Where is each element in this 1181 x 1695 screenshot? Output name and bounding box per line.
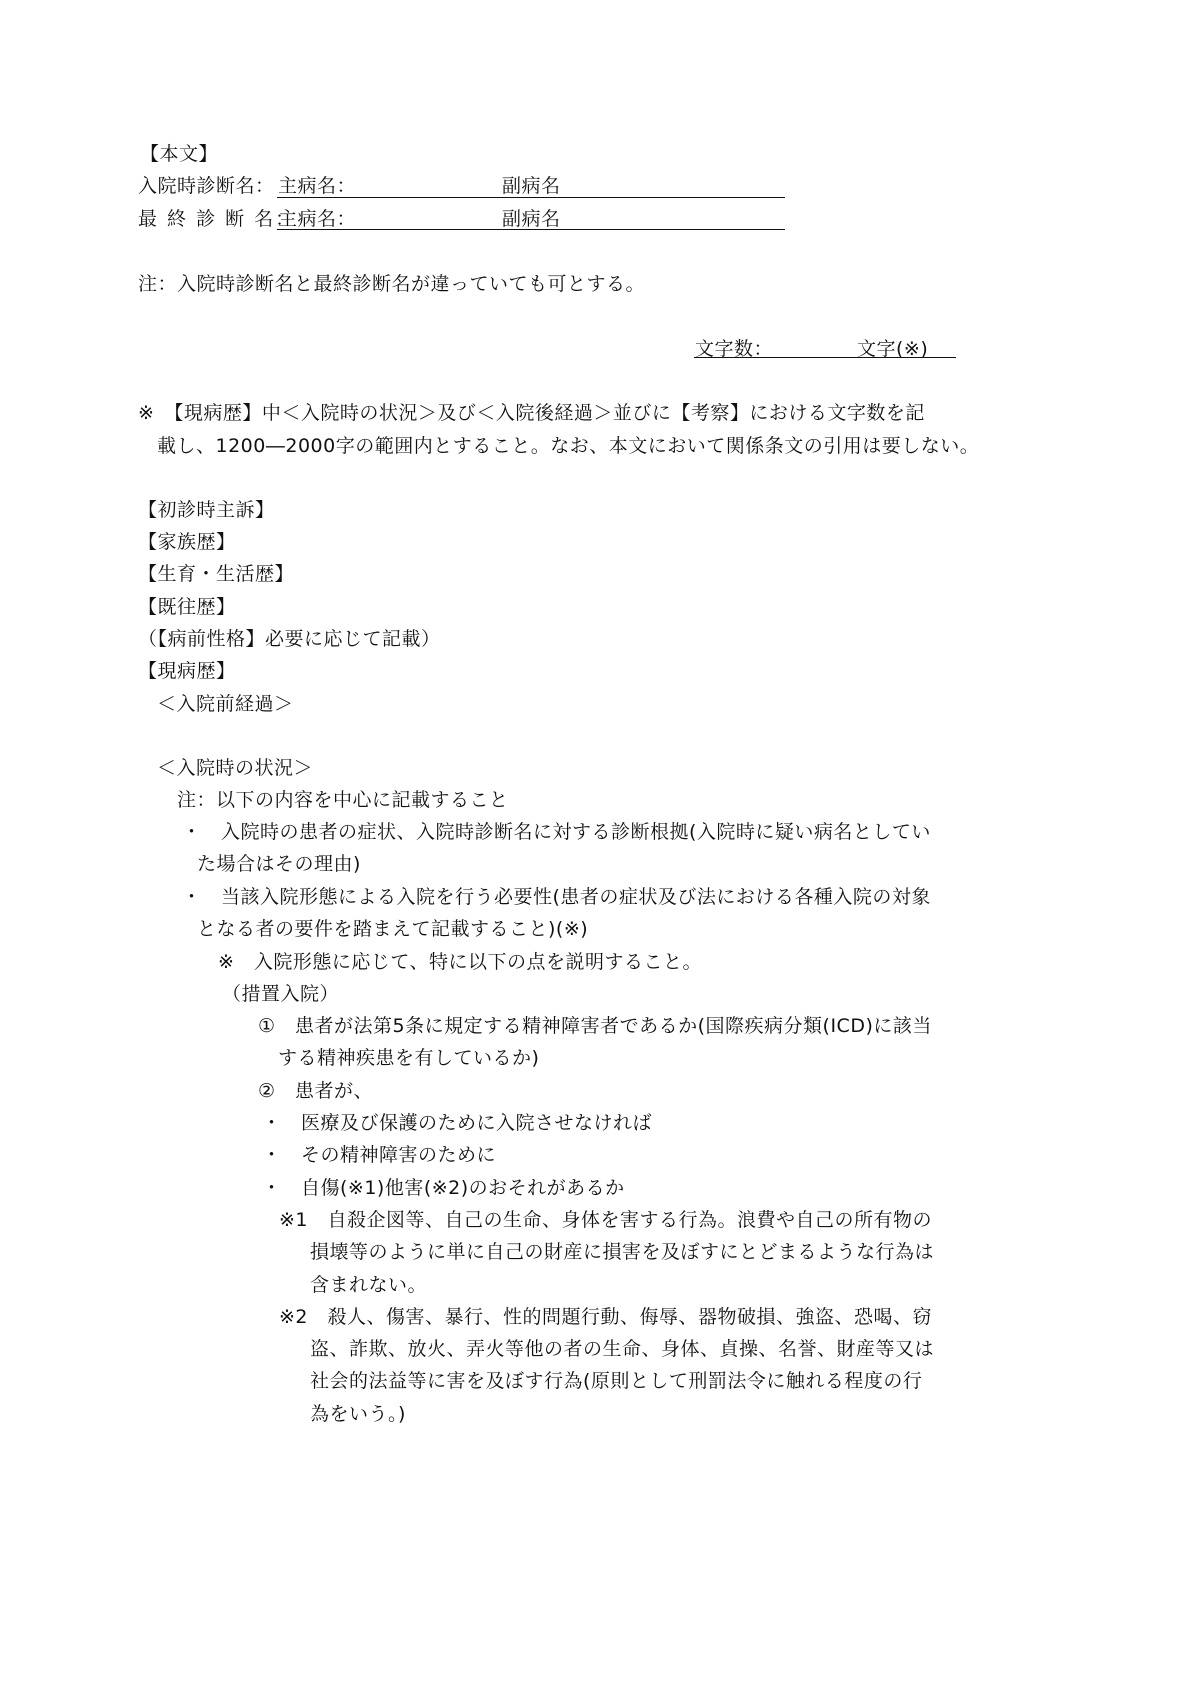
final-main-diagnosis-label: 主病名： bbox=[278, 208, 357, 230]
item-2: ② 患者が、 bbox=[258, 1080, 374, 1102]
footnote-2-line-4: 為をいう。) bbox=[310, 1403, 406, 1425]
admission-main-diagnosis-label: 主病名： bbox=[278, 175, 357, 197]
sub-bullet-3: ・ 自傷(※1)他害(※2)のおそれがあるか bbox=[262, 1177, 625, 1199]
admission-status-note: 注：以下の内容を中心に記載すること bbox=[177, 789, 509, 811]
char-note-line-1: ※ 【現病歴】中＜入院時の状況＞及び＜入院後経過＞並びに【考察】における文字数を記 bbox=[138, 402, 925, 424]
char-note-line-2: 載し、1200―2000字の範囲内とすること。なお、本文において関係条文の引用は要しない。 bbox=[157, 435, 980, 457]
footnote-1-line-1: ※1 自殺企図等、自己の生命、身体を害する行為。浪費や自己の所有物の bbox=[279, 1209, 933, 1231]
char-count-underline bbox=[694, 357, 956, 358]
bullet-1-line-1: ・ 入院時の患者の症状、入院時診断名に対する診断根拠(入院時に疑い病名としてい bbox=[182, 821, 931, 843]
footnote-1-line-2: 損壊等のように単に自己の財産に損害を及ぼすにとどまるような行為は bbox=[310, 1241, 935, 1263]
bullet-1-line-2: た場合はその理由) bbox=[197, 853, 361, 875]
footnote-2-line-2: 盗、詐欺、放火、弄火等他の者の生命、身体、貞操、名誉、財産等又は bbox=[310, 1338, 935, 1360]
bullet-2-line-1: ・ 当該入院形態による入院を行う必要性(患者の症状及び法における各種入院の対象 bbox=[182, 886, 931, 908]
admission-type-note: ※ 入院形態に応じて、特に以下の点を説明すること。 bbox=[218, 951, 703, 973]
admission-diagnosis-label: 入院時診断名： bbox=[138, 175, 275, 197]
diagnosis-note: 注：入院時診断名と最終診断名が違っていても可とする。 bbox=[138, 273, 646, 295]
admission-diagnosis-underline bbox=[277, 197, 785, 198]
footnote-2-line-3: 社会的法益等に害を及ぼす行為(原則として刑罰法令に触れる程度の行 bbox=[310, 1370, 923, 1392]
heading-family-history: 【家族歴】 bbox=[138, 531, 236, 553]
heading-present-illness: 【現病歴】 bbox=[138, 660, 236, 682]
sub-bullet-2: ・ その精神障害のために bbox=[262, 1144, 497, 1166]
sub-bullet-1: ・ 医療及び保護のために入院させなければ bbox=[262, 1112, 653, 1134]
heading-past-history: 【既往歴】 bbox=[138, 596, 236, 618]
item-1-line-2: する精神疾患を有しているか) bbox=[278, 1047, 540, 1069]
char-count-unit: 文字(※) bbox=[857, 338, 929, 360]
final-sub-diagnosis-label: 副病名 bbox=[502, 208, 561, 230]
char-count-label: 文字数： bbox=[695, 338, 774, 360]
section-heading-honbun: 【本文】 bbox=[140, 143, 219, 165]
admission-type-label: （措置入院） bbox=[222, 983, 340, 1005]
bullet-2-line-2: となる者の要件を踏まえて記載すること)(※) bbox=[197, 918, 589, 940]
footnote-2-line-1: ※2 殺人、傷害、暴行、性的問題行動、侮辱、器物破損、強盗、恐喝、窃 bbox=[279, 1306, 933, 1328]
admission-sub-diagnosis-label: 副病名 bbox=[502, 175, 561, 197]
admission-status-title: ＜入院時の状況＞ bbox=[157, 757, 314, 779]
heading-chief-complaint: 【初診時主訴】 bbox=[138, 499, 275, 521]
heading-life-history: 【生育・生活歴】 bbox=[138, 563, 295, 585]
final-diagnosis-underline bbox=[277, 229, 785, 230]
heading-premorbid-personality: （【病前性格】必要に応じて記載） bbox=[138, 628, 441, 650]
footnote-1-line-3: 含まれない。 bbox=[310, 1274, 428, 1296]
item-1-line-1: ① 患者が法第5条に規定する精神障害者であるか(国際疾病分類(ICD)に該当 bbox=[258, 1015, 932, 1037]
pre-admission-course: ＜入院前経過＞ bbox=[157, 693, 294, 715]
final-diagnosis-label: 最 終 診 断 名： bbox=[138, 208, 297, 230]
